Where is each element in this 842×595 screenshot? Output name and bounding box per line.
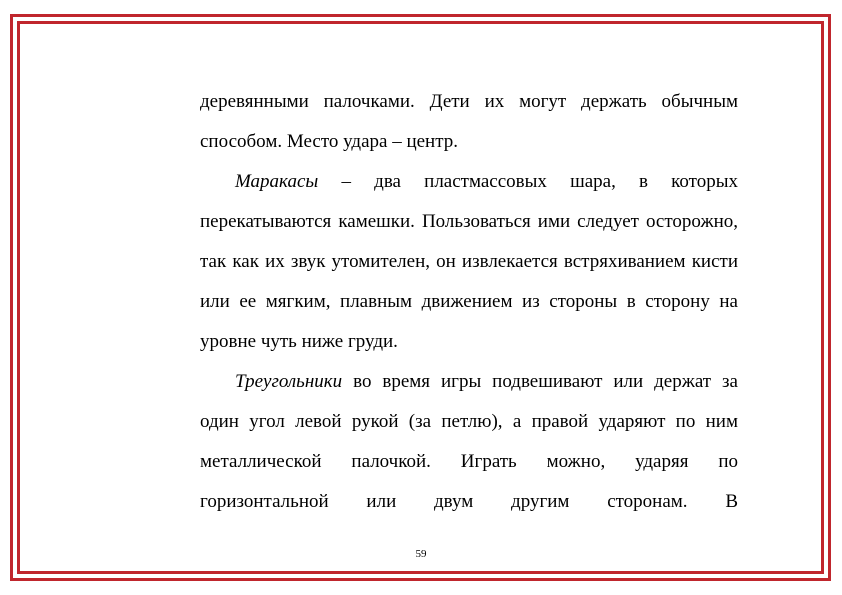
paragraph-triangles — [200, 362, 738, 522]
term-triangles: Треугольники — [235, 371, 343, 392]
paragraph-maracas — [200, 162, 738, 362]
paragraph-text: во время игры подвешивают или держат за один угол левой рукой (за петлю), а правой ударяют по ним металлической палочкой. Играть можно, ударяя по горизонтальной или двум другим сторонам. В — [200, 371, 738, 512]
paragraph-text: деревянными палочками. Дети их могут держать обычным способом. Место удара – центр. — [200, 91, 738, 152]
page-number: 59 — [415, 548, 427, 560]
paragraph-drum-continuation — [200, 82, 738, 162]
term-maracas: Маракасы — [235, 171, 319, 192]
paragraph-text: – два пластмассовых шара, в которых перекатываются камешки. Пользоваться ими следует осторожно, так как их звук утомителен, он извлекается встряхиванием кисти или ее мягким, плавным движением из стороны в сторону на уровне чуть ниже груди. — [200, 171, 738, 352]
page-text — [200, 82, 738, 522]
